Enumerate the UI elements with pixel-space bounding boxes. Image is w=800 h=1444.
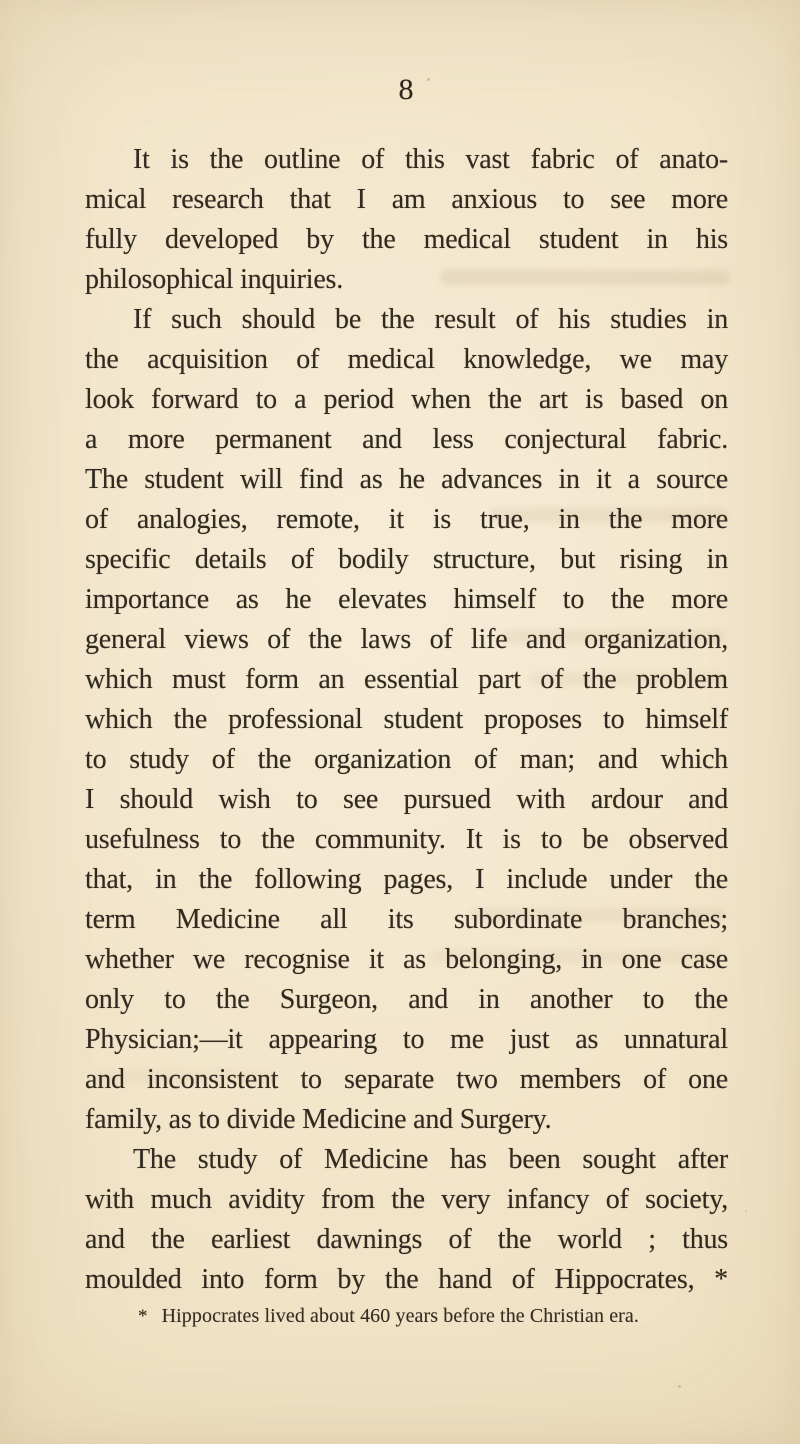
text-line: importance as he elevates himself to the more — [85, 584, 728, 615]
paper-speck — [745, 1210, 747, 1212]
text-line: fully developed by the medical student in his — [85, 224, 728, 255]
text-line: of analogies, remote, it is true, in the more — [85, 504, 728, 535]
text-line: term Medicine all its subordinate branches; — [85, 904, 728, 935]
text-line: family, as to divide Medicine and Surgery. — [85, 1104, 552, 1135]
text-line: specific details of bodily structure, but rising in — [85, 544, 728, 575]
text-line: a more permanent and less conjectural fabric. — [85, 424, 728, 455]
text-line: and the earliest dawnings of the world ; thus — [85, 1224, 728, 1255]
text-line: Physician;—it appearing to me just as unnatural — [85, 1024, 728, 1055]
text-line: to study of the organization of man; and which — [85, 744, 728, 775]
body-text — [85, 140, 728, 1300]
text-line: which the professional student proposes to himself — [85, 704, 728, 735]
text-line: philosophical inquiries. — [85, 264, 344, 295]
text-line: usefulness to the community. It is to be observed — [85, 824, 728, 855]
text-line: moulded into form by the hand of Hippocrates, * — [85, 1264, 728, 1295]
text-line: whether we recognise it as belonging, in one case — [85, 944, 728, 975]
text-line: with much avidity from the very infancy of society, — [85, 1184, 728, 1215]
text-line: I should wish to see pursued with ardour and — [85, 784, 728, 815]
text-line: only to the Surgeon, and in another to the — [85, 984, 728, 1015]
page-number: 8 — [398, 73, 415, 106]
text-line: The student will find as he advances in it a source — [85, 464, 728, 495]
text-line: general views of the laws of life and organization, — [85, 624, 728, 655]
text-line: the acquisition of medical knowledge, we may — [85, 344, 728, 375]
text-line: that, in the following pages, I include under the — [85, 864, 728, 895]
footnote-asterisk: * — [138, 1306, 148, 1327]
text-line: mical research that I am anxious to see more — [85, 184, 728, 215]
text-line: The study of Medicine has been sought after — [133, 1144, 728, 1175]
text-line: It is the outline of this vast fabric of anato- — [133, 144, 728, 175]
footnote-text: Hippocrates lived about 460 years before the Christian era. — [161, 1305, 640, 1327]
text-line: If such should be the result of his studies in — [133, 304, 728, 335]
footnote — [138, 1303, 698, 1330]
paper-speck — [678, 1385, 681, 1388]
text-line: and inconsistent to separate two members of one — [85, 1064, 728, 1095]
text-line: which must form an essential part of the problem — [85, 664, 728, 695]
text-line: look forward to a period when the art is based on — [85, 384, 728, 415]
